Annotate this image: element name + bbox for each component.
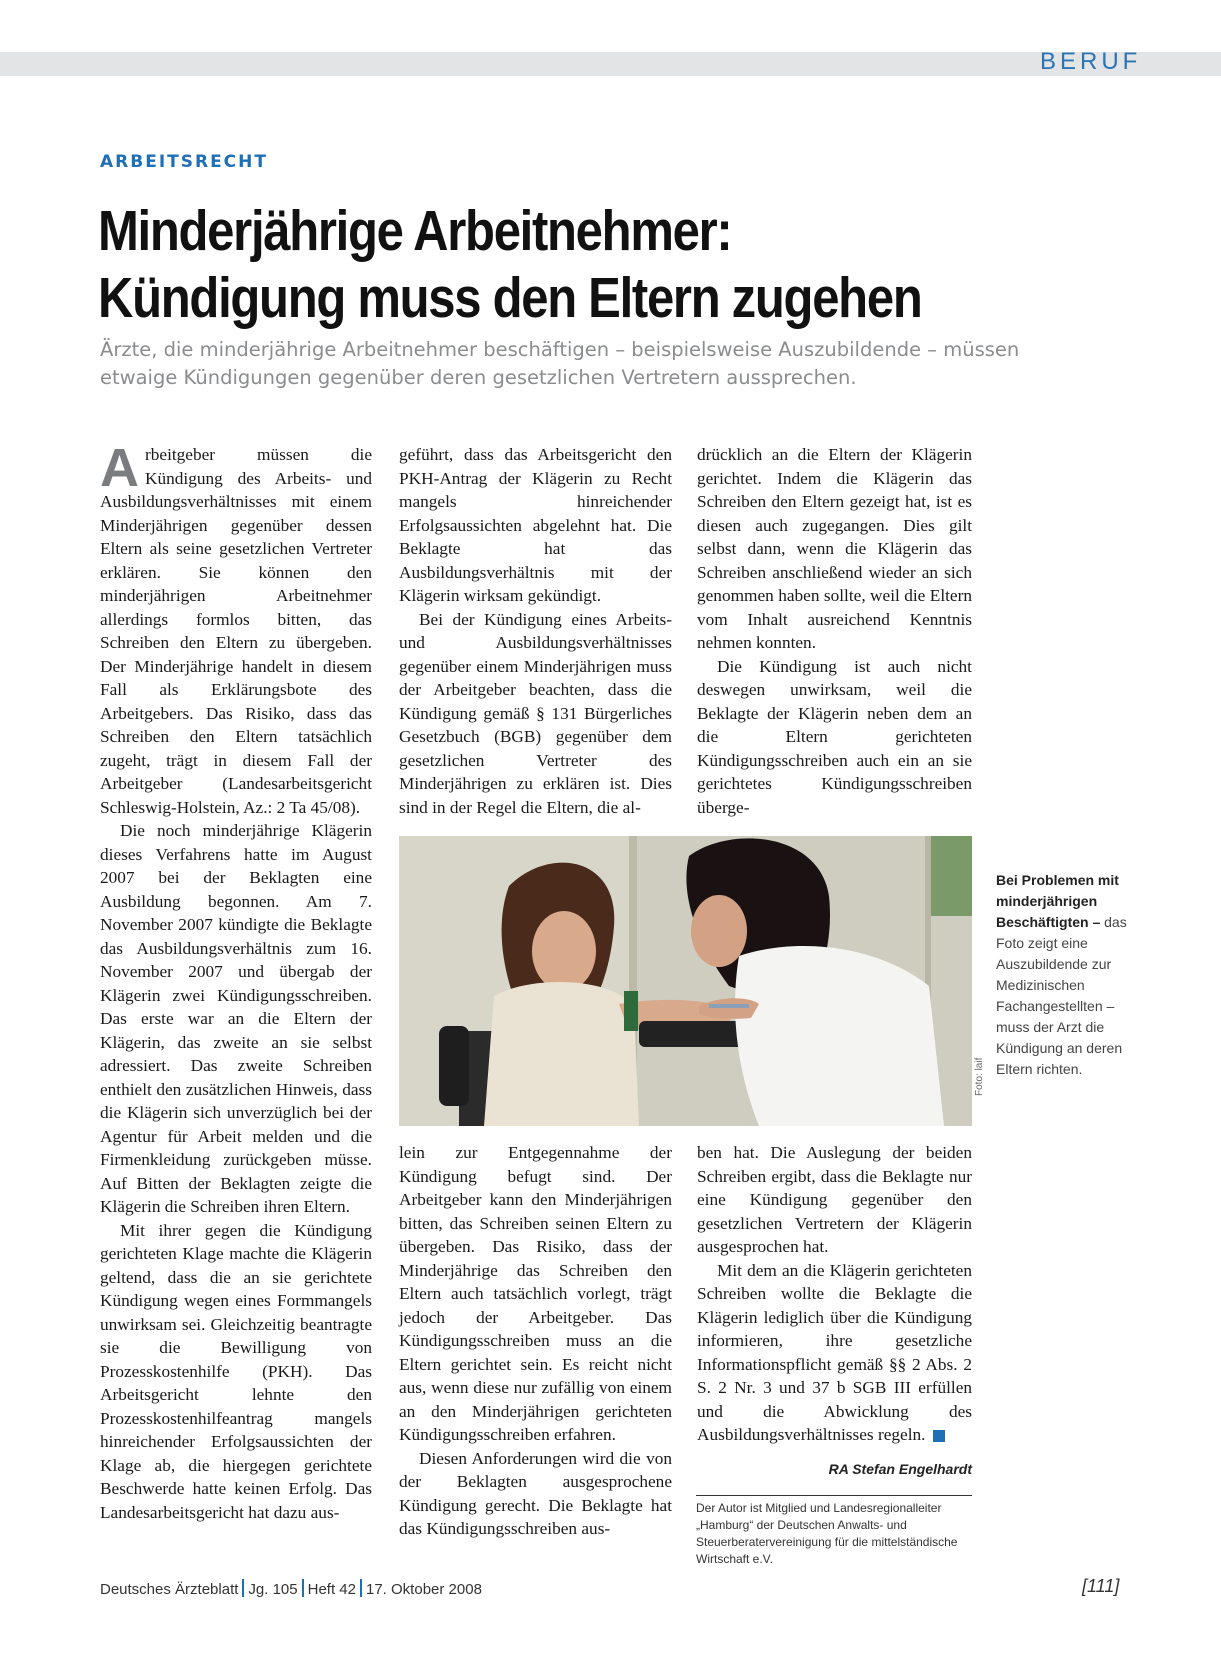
- paragraph: [697, 1259, 972, 1447]
- column-3-top: [697, 443, 972, 819]
- article-deck: Ärzte, die minderjährige Arbeitnehmer beschäftigen – beispielsweise Auszubildende – müssen etwaige Kündigungen gegenüber deren gesetzlichen Vertretern aussprechen.: [100, 338, 1020, 389]
- headline-line-2: Kündigung muss den Eltern zugehen: [98, 266, 922, 330]
- end-mark-icon: [933, 1430, 945, 1442]
- column-2-top: [399, 443, 672, 819]
- paragraph: Bei der Kündigung eines Arbeits- und Ausbildungsverhältnisses gegenüber einem Minderjährigen muss der Arbeitgeber beachten, dass die Kündigung gemäß § 131 Bürgerliches Gesetzbuch (BGB) gegenüber dem gesetzlichen Vertreter des Minderjährigen zu erklären ist. Dies sind in der Regel die Eltern, die al-: [399, 609, 672, 817]
- headline-line-1: Minderjährige Arbeitnehmer:: [98, 199, 732, 263]
- header-bar: [0, 52, 1221, 76]
- page-footer: [100, 1579, 482, 1598]
- caption-text: das Foto zeigt eine Auszubildende zur Medizinischen Fachangestellten – muss der Arzt die Kündigung an deren Eltern richten.: [996, 914, 1127, 1077]
- paragraph: Die noch minderjährige Klägerin dieses Verfahrens hatte im August 2007 bei der Beklagten eine Ausbildung begonnen. Am 7. November 2007 kündigte die Beklagte das Ausbildungsverhältnis zum 16. November 2007 und übergab der Klägerin zwei Kündigungsschreiben. Das erste war an die Eltern der Klägerin, das zweite an sie selbst adressiert. Das zweite Schreiben enthielt den zusätzlichen Hinweis, dass die Klägerin sich unverzüglich bei der Agentur für Arbeit melden und die Firmenkleidung zurückgeben müsse. Auf Bitten der Beklagten zeigte die Klägerin die Schreiben ihren Eltern.: [100, 821, 372, 1216]
- paragraph: Die Kündigung ist auch nicht deswegen unwirksam, weil die Beklagte der Klägerin neben dem an die Eltern gerichteten Kündigungsschreiben auch ein an sie gerichtetes Kündigungsschreiben überge-: [697, 656, 972, 817]
- column-2-bottom: [399, 1141, 672, 1541]
- publication-name: Deutsches Ärzteblatt: [100, 1581, 239, 1598]
- article-headline: [98, 198, 921, 332]
- section-label: BERUF: [1040, 48, 1142, 75]
- author-note: Der Autor ist Mitglied und Landesregionalleiter „Hamburg“ der Deutschen Anwalts- und Steuerberatervereinigung für die mittelständische Wirtschaft e.V.: [696, 1501, 958, 1566]
- page-number: [111]: [1082, 1576, 1120, 1596]
- drop-cap: A: [100, 438, 139, 498]
- paragraph: Diesen Anforderungen wird die von der Beklagten ausgesprochene Kündigung gerecht. Die Beklagte hat das Kündigungsschreiben aus-: [399, 1448, 672, 1538]
- paragraph: lein zur Entgegennahme der Kündigung befugt sind. Der Arbeitgeber kann den Minderjährigen bitten, das Schreiben seinen Eltern zu übergeben. Das Risiko, dass der Minderjährige das Schreiben den Eltern auch tatsächlich vorlegt, trägt jedoch der Arbeitgeber. Das Kündigungsschreiben muss an die Eltern gerichtet sein. Es reicht nicht aus, wenn diese nur zufällig von einem an den Minderjährigen gerichteten Kündigungsschreiben erfahren.: [399, 1143, 672, 1444]
- footer-separator: [360, 1579, 362, 1597]
- paragraph: Mit ihrer gegen die Kündigung gerichteten Klage machte die Klägerin geltend, dass die an sie gerichtete Kündigung wegen eines Formmangels unwirksam sei. Gleichzeitig beantragte sie die Bewilligung von Prozesskostenhilfe (PKH). Das Arbeitsgericht lehnte den Prozesskostenhilfeantrag mangels hinreichender Erfolgsaussichten der Klage ab, die hiergegen gerichtete Beschwerde hatte keinen Erfolg. Das Landesarbeitsgericht hat dazu aus-: [100, 1220, 372, 1522]
- divider: [696, 1495, 972, 1496]
- photo-credit: Foto: laif: [974, 1057, 985, 1096]
- paragraph: geführt, dass das Arbeitsgericht den PKH-Antrag der Klägerin zu Recht mangels hinreichender Erfolgsaussichten abgelehnt hat. Die Beklagte hat das Ausbildungsverhältnis mit der Klägerin wirksam gekündigt.: [399, 445, 672, 605]
- column-1: [100, 438, 372, 1524]
- paragraph-text: rbeitgeber müssen die Kündigung des Arbeits- und Ausbildungsverhältnisses mit einem Minderjährigen gegenüber dessen Eltern als seine gesetzlichen Vertreter erklären. Sie können den minderjährigen Arbeitnehmer allerdings formlos bitten, das Schreiben den Eltern zu übergeben. Der Minderjährige handelt in diesem Fall als Erklärungsbote des Arbeitgebers. Das Risiko, dass das Schreiben den Eltern tatsächlich zugeht, trägt in diesem Fall der Arbeitgeber (Landesarbeitsgericht Schleswig-Holstein, Az.: 2 Ta 45/08).: [100, 445, 372, 817]
- issue: Heft 42: [307, 1581, 356, 1598]
- footer-separator: [242, 1579, 244, 1597]
- caption-lead: Bei Problemen mit minderjährigen Beschäftigten –: [996, 872, 1119, 930]
- issue-date: 17. Oktober 2008: [366, 1581, 482, 1598]
- footer-separator: [302, 1579, 304, 1597]
- paragraph: [100, 438, 372, 819]
- column-3-bottom: [697, 1141, 972, 1447]
- author-byline: RA Stefan Engelhardt: [828, 1461, 972, 1477]
- paragraph-text: Mit dem an die Klägerin gerichteten Schreiben wollte die Beklagte die Klägerin lediglich über die Kündigung informieren, ihre gesetzliche Informationspflicht gemäß §§ 2 Abs. 2 S. 2 Nr. 3 und 37 b SGB III erfüllen und die Abwicklung des Ausbildungsverhältnisses regeln.: [697, 1260, 972, 1444]
- paragraph: drücklich an die Eltern der Klägerin gerichtet. Indem die Klägerin das Schreiben den Eltern gezeigt hat, ist es diesen auch zugegangen. Dies gilt selbst dann, wenn die Klägerin das Schreiben anschließend wieder an sich genommen haben sollte, weil die Eltern vom Inhalt ausreichend Kenntnis nehmen konnten.: [697, 445, 972, 652]
- paragraph: ben hat. Die Auslegung der beiden Schreiben ergibt, dass die Beklagte nur eine Kündigung gegenüber den gesetzlichen Vertretern der Klägerin ausgesprochen hat.: [697, 1143, 972, 1256]
- article-photo: [399, 836, 972, 1126]
- volume: Jg. 105: [248, 1581, 298, 1598]
- photo-caption: [996, 870, 1136, 1080]
- photo-illustration: [399, 836, 972, 1126]
- article-kicker: ARBEITSRECHT: [100, 152, 268, 172]
